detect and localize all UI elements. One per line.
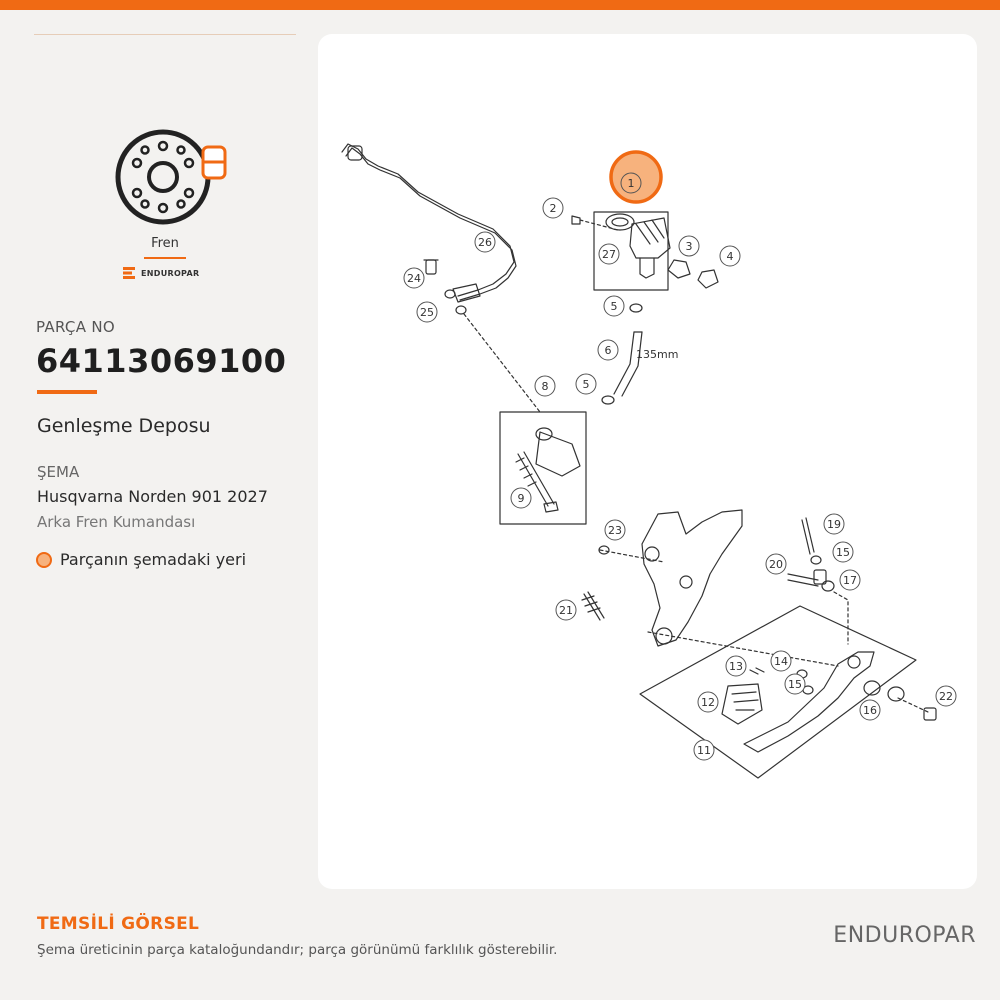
brand-mark-icon bbox=[123, 267, 137, 279]
callout[interactable] bbox=[860, 700, 880, 720]
callout[interactable] bbox=[833, 542, 853, 562]
callout-number: 15 bbox=[788, 678, 802, 691]
callout[interactable] bbox=[511, 488, 531, 508]
callout-number: 3 bbox=[685, 240, 693, 253]
callout[interactable] bbox=[694, 740, 714, 760]
brand-logo-small bbox=[123, 266, 199, 280]
callout-number: 15 bbox=[836, 546, 850, 559]
callout-number: 22 bbox=[939, 690, 953, 703]
highlight-marker-icon bbox=[36, 552, 52, 568]
callout[interactable] bbox=[417, 302, 437, 322]
legend-text: Parçanın şemadaki yeri bbox=[60, 550, 247, 569]
callout[interactable] bbox=[604, 296, 624, 316]
callout[interactable] bbox=[535, 376, 555, 396]
callout-number: 14 bbox=[774, 655, 788, 668]
footer-brand: ENDUROPAR bbox=[833, 923, 976, 948]
brand-small-text: ENDUROPAR bbox=[141, 268, 200, 278]
schema-model: Husqvarna Norden 901 2027 bbox=[37, 487, 268, 506]
highlighted-callout[interactable] bbox=[611, 152, 661, 202]
footer-note: Şema üreticinin parça kataloğundandır; parça görünümü farklılık gösterebilir. bbox=[37, 942, 558, 958]
callout-number: 13 bbox=[729, 660, 743, 673]
callout[interactable] bbox=[598, 340, 618, 360]
callout-number: 21 bbox=[559, 604, 573, 617]
callout[interactable] bbox=[599, 244, 619, 264]
callout[interactable] bbox=[556, 600, 576, 620]
callout[interactable] bbox=[605, 520, 625, 540]
callout-number: 1 bbox=[627, 177, 635, 190]
schema-label: ŞEMA bbox=[37, 463, 80, 481]
category-underline bbox=[144, 257, 186, 259]
callout-number: 6 bbox=[604, 344, 612, 357]
callout[interactable] bbox=[766, 554, 786, 574]
callout-number: 8 bbox=[541, 380, 549, 393]
callout-number: 27 bbox=[602, 248, 616, 261]
callout[interactable] bbox=[771, 651, 791, 671]
callout-number: 12 bbox=[701, 696, 715, 709]
callout[interactable] bbox=[720, 246, 740, 266]
callout-number: 11 bbox=[697, 744, 711, 757]
brake-disc-icon bbox=[113, 120, 233, 230]
callout-number: 26 bbox=[478, 236, 492, 249]
callout[interactable] bbox=[404, 268, 424, 288]
callout-number: 5 bbox=[610, 300, 618, 313]
schema-section: Arka Fren Kumandası bbox=[37, 513, 196, 531]
callout[interactable] bbox=[785, 674, 805, 694]
callout-number: 9 bbox=[517, 492, 525, 505]
top-accent-bar bbox=[0, 0, 1000, 10]
callout[interactable] bbox=[698, 692, 718, 712]
callout-number: 20 bbox=[769, 558, 783, 571]
part-number-underline bbox=[37, 390, 97, 394]
callout-number: 17 bbox=[843, 574, 857, 587]
callout[interactable] bbox=[936, 686, 956, 706]
part-number: 64113069100 bbox=[36, 342, 287, 380]
category-label: Fren bbox=[151, 236, 179, 251]
diagram-panel bbox=[318, 34, 977, 889]
callout-list bbox=[404, 198, 956, 760]
callout-number: 2 bbox=[549, 202, 557, 215]
legend bbox=[36, 550, 246, 569]
sidebar-divider bbox=[34, 34, 296, 35]
callout[interactable] bbox=[824, 514, 844, 534]
callout-number: 4 bbox=[726, 250, 734, 263]
callout[interactable] bbox=[679, 236, 699, 256]
callout[interactable] bbox=[576, 374, 596, 394]
callout[interactable] bbox=[726, 656, 746, 676]
callout[interactable] bbox=[543, 198, 563, 218]
footer-title: TEMSİLİ GÖRSEL bbox=[37, 914, 200, 934]
part-number-label: PARÇA NO bbox=[36, 318, 115, 336]
callout-number: 24 bbox=[407, 272, 421, 285]
callout[interactable] bbox=[840, 570, 860, 590]
part-name: Genleşme Deposu bbox=[37, 415, 211, 437]
callout[interactable] bbox=[475, 232, 495, 252]
sidebar bbox=[0, 10, 310, 890]
callout-number: 5 bbox=[582, 378, 590, 391]
exploded-diagram bbox=[318, 34, 977, 889]
callout-number: 19 bbox=[827, 518, 841, 531]
callout-number: 16 bbox=[863, 704, 877, 717]
callout-number: 25 bbox=[420, 306, 434, 319]
hose-length-label: 135mm bbox=[636, 348, 679, 361]
callout-number: 23 bbox=[608, 524, 622, 537]
